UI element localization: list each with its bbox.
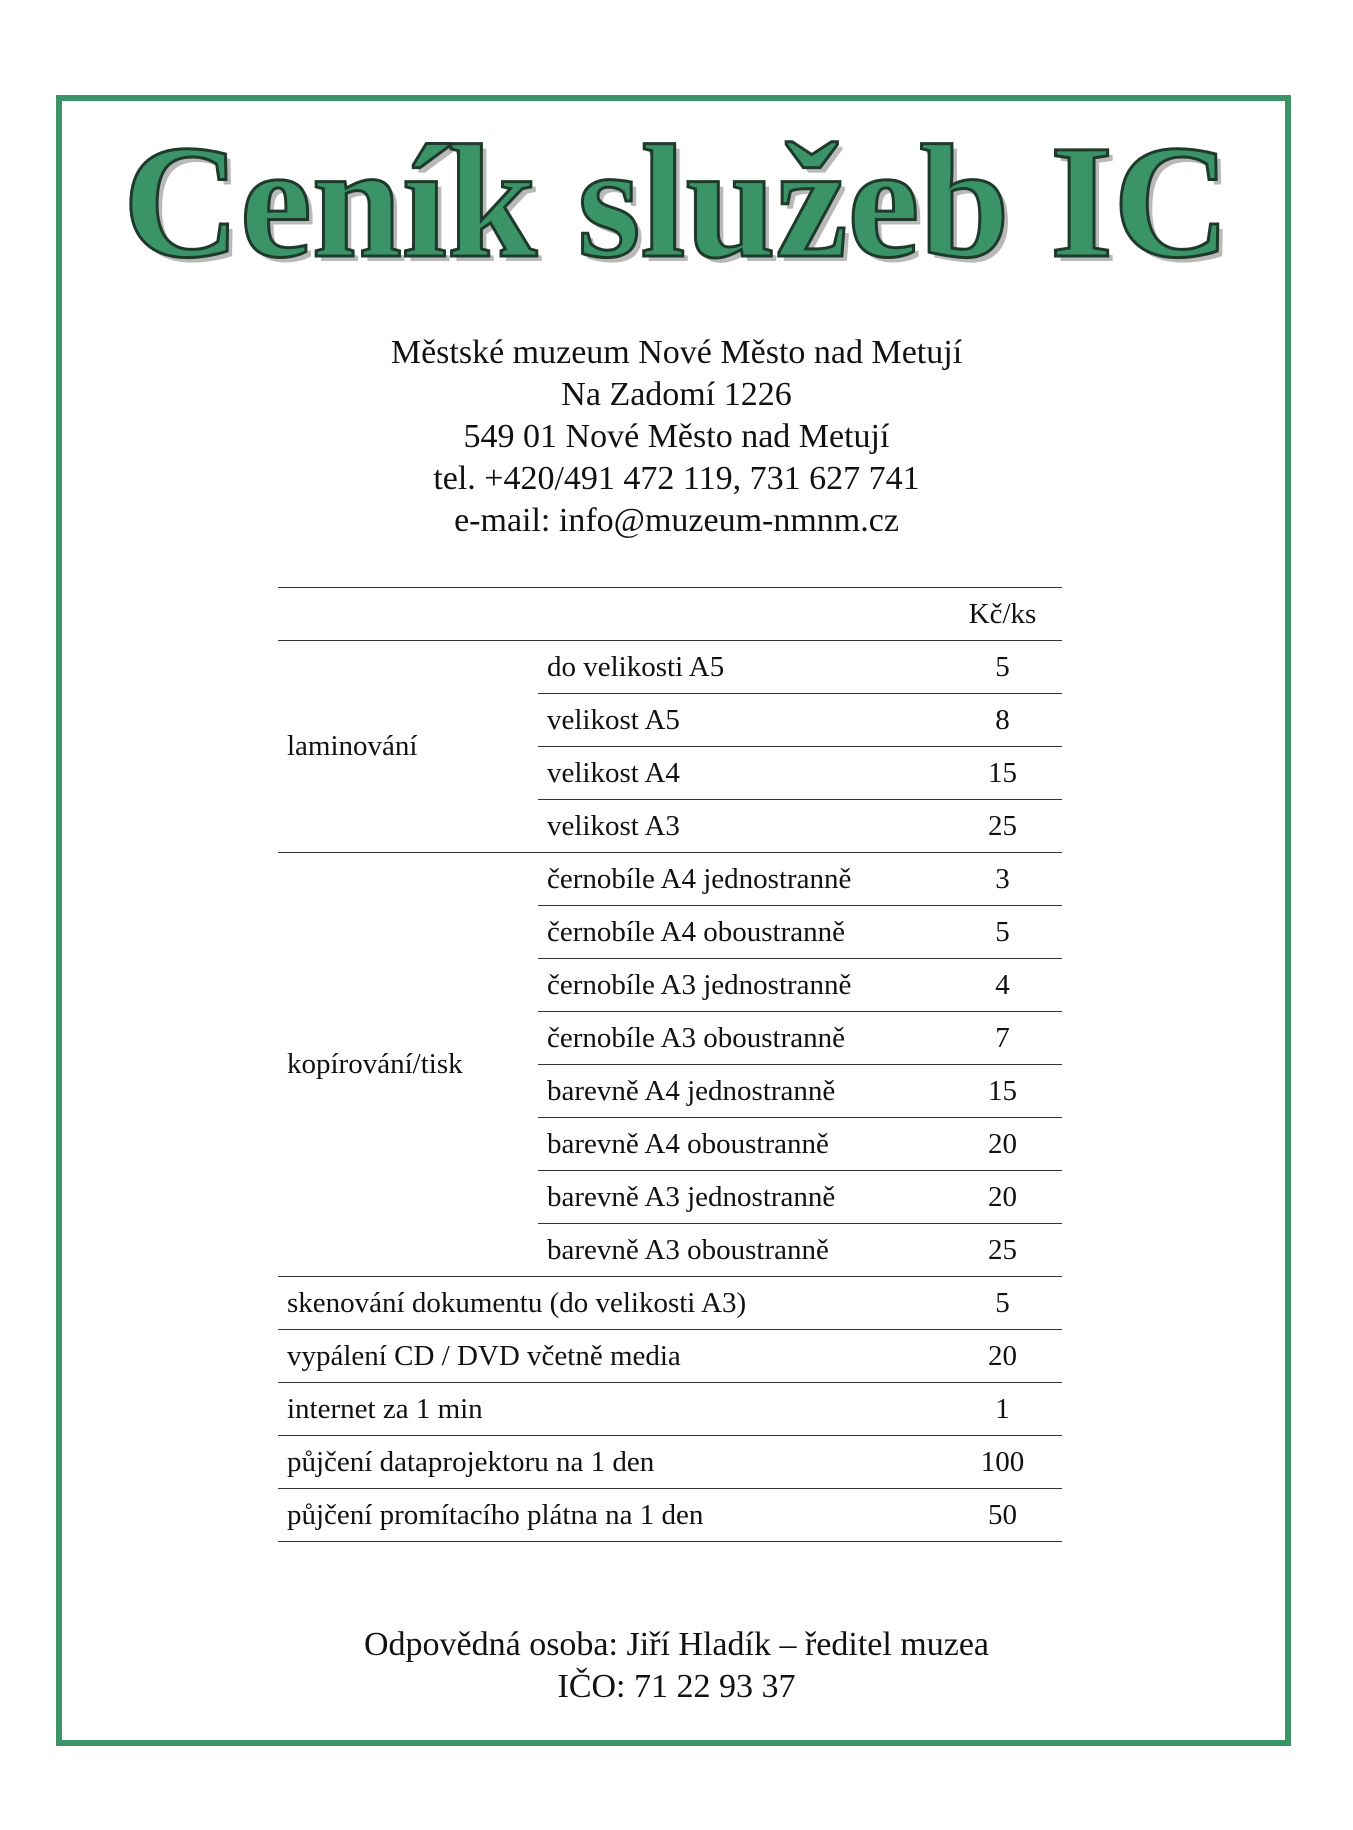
service-price: 50 [943,1489,1062,1542]
service-price: 25 [943,1224,1062,1277]
service-name: barevně A3 jednostranně [538,1171,943,1224]
service-price: 15 [943,1065,1062,1118]
responsible-person: Odpovědná osoba: Jiří Hladík – ředitel muzea [363,1626,990,1663]
address-street: Na Zadomí 1226 [561,376,792,413]
service-name: skenování dokumentu (do velikosti A3) [278,1277,943,1330]
service-price: 100 [943,1436,1062,1489]
table-row [278,1277,1062,1330]
address-block [0,332,1353,542]
service-name: velikost A4 [538,747,943,800]
service-price: 5 [943,1277,1062,1330]
service-price: 1 [943,1383,1062,1436]
header-unit: Kč/ks [943,588,1062,641]
table-row [278,1330,1062,1383]
service-name: půjčení promítacího plátna na 1 den [278,1489,943,1542]
header-empty-cell [538,588,943,641]
service-name: barevně A4 jednostranně [538,1065,943,1118]
service-name: vypálení CD / DVD včetně media [278,1330,943,1383]
service-name: černobíle A3 jednostranně [538,959,943,1012]
service-name: velikost A5 [538,694,943,747]
company-id: IČO: 71 22 93 37 [557,1668,796,1705]
table-row [278,1383,1062,1436]
service-name: černobíle A3 oboustranně [538,1012,943,1065]
address-phone: tel. +420/491 472 119, 731 627 741 [433,460,920,497]
service-name: černobíle A4 oboustranně [538,906,943,959]
price-table [278,587,1062,1542]
table-row [278,1436,1062,1489]
page-title: Ceník služeb IC [122,113,1231,292]
service-name: půjčení dataprojektoru na 1 den [278,1436,943,1489]
table-row [278,853,1062,906]
table-header-row [278,588,1062,641]
service-name: velikost A3 [538,800,943,853]
address-email: e-mail: info@muzeum-nmnm.cz [454,502,899,539]
service-name: do velikosti A5 [538,641,943,694]
service-name: barevně A4 oboustranně [538,1118,943,1171]
address-city: 549 01 Nové Město nad Metují [463,418,890,455]
footer-block [0,1624,1353,1708]
service-price: 5 [943,906,1062,959]
service-price: 25 [943,800,1062,853]
address-institution: Městské muzeum Nové Město nad Metují [390,334,963,371]
category-laminovani: laminování [278,641,538,853]
service-name: internet za 1 min [278,1383,943,1436]
service-name: barevně A3 oboustranně [538,1224,943,1277]
table-row [278,1489,1062,1542]
service-name: černobíle A4 jednostranně [538,853,943,906]
service-price: 20 [943,1330,1062,1383]
service-price: 20 [943,1118,1062,1171]
service-price: 15 [943,747,1062,800]
category-kopirovani: kopírování/tisk [278,853,538,1277]
service-price: 4 [943,959,1062,1012]
service-price: 8 [943,694,1062,747]
table-row [278,641,1062,694]
service-price: 20 [943,1171,1062,1224]
service-price: 5 [943,641,1062,694]
service-price: 3 [943,853,1062,906]
header-empty-cell [278,588,538,641]
service-price: 7 [943,1012,1062,1065]
